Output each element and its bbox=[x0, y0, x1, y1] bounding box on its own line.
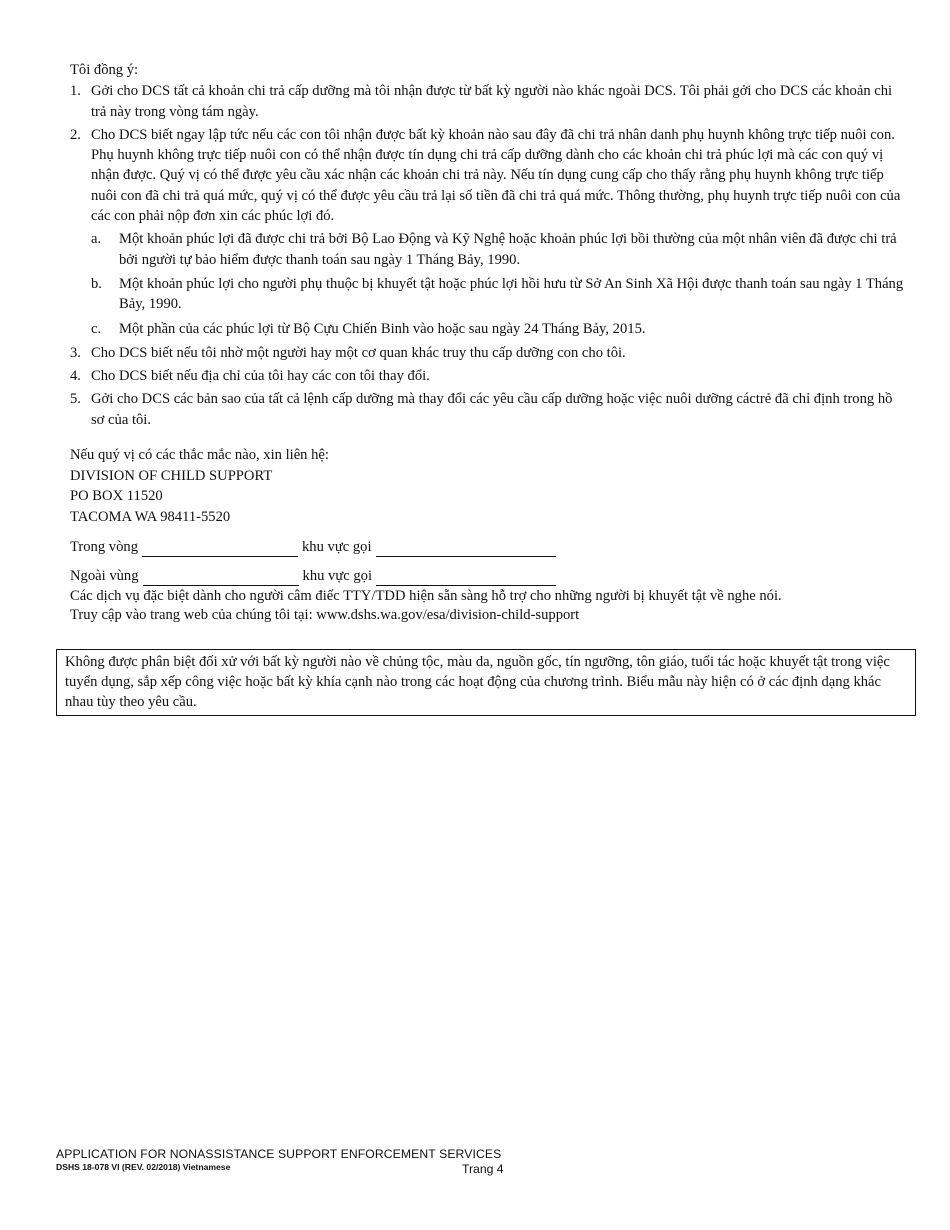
contact-po-box: PO BOX 11520 bbox=[70, 488, 163, 505]
local-area-blank bbox=[376, 541, 556, 557]
agreement-item-1 bbox=[70, 81, 908, 122]
footer-page-number: Trang 4 bbox=[462, 1162, 504, 1176]
notice-text: Không được phân biệt đối xử với bất kỳ người nào về chủng tộc, màu da, nguồn gốc, tín ngưỡng, tôn giáo, tuổi tác hoặc khuyết tật trong việc tuyển dụng, sắp xếp công việc hoặc bất kỳ khía cạnh nào trong các hoạt động của chương trình. Biểu mẫu này hiện có ở các định dạng khác nhau tùy theo yêu cầu. bbox=[65, 654, 890, 711]
item-number: 5. bbox=[70, 391, 81, 408]
page-footer bbox=[56, 1147, 556, 1175]
item-text: Cho DCS biết ngay lập tức nếu các con tôi nhận được bất kỳ khoản nào sau đây đã chi trả nhân danh phụ huynh không trực tiếp nuôi con. Phụ huynh không trực tiếp nuôi con có thể nhận được tín dụng chi trả cấp dưỡng dành cho các khoản chi trả phúc lợi mà các con quý vị nhận được. Quý vị có thể được yêu cầu xác nhận các khoản chi trả này. Nếu tín dụng cung cấp cho thấy rằng phụ huynh không trực tiếp nuôi con đã chi trả quá mức, quý vị có thể được yêu cầu trả lại số tiền đã chi trả quá mức. Thông thường, phụ huynh trực tiếp nuôi con của các con phải nộp đơn xin các phúc lợi đó. bbox=[91, 126, 901, 225]
agreement-item-2 bbox=[70, 125, 908, 339]
contact-city: TACOMA WA 98411-5520 bbox=[70, 508, 231, 525]
footer-form-code: DSHS 18-078 VI (REV. 02/2018) Vietnamese bbox=[56, 1162, 231, 1172]
outside-phone-line bbox=[70, 566, 908, 586]
tty-note: Các dịch vụ đặc biệt dành cho người câm điếc TTY/TDD hiện sẵn sàng hỗ trợ cho những người bị khuyết tật về nghe nói. bbox=[70, 588, 782, 605]
notes bbox=[70, 587, 908, 625]
web-note: Truy cập vào trang web của chúng tôi tại: www.dshs.wa.gov/esa/division-child-support bbox=[70, 607, 580, 624]
item-text: Gởi cho DCS tất cả khoản chi trả cấp dưỡng mà tôi nhận được từ bất kỳ người nào khác ngoài DCS. Tôi phải gởi cho DCS các khoản chi trả này trong vòng tám ngày. bbox=[91, 83, 893, 120]
local-phone-blank bbox=[142, 541, 298, 557]
subitem-letter: c. bbox=[91, 320, 102, 337]
subitem-text: Một khoản phúc lợi cho người phụ thuộc bị khuyết tật hoặc phúc lợi hồi hưu từ Sở An Sinh Xã Hội được thanh toán sau ngày 1 Tháng Bảy, 1990. bbox=[119, 275, 904, 313]
local-area-label: khu vực gọi bbox=[302, 538, 372, 555]
subitem-a bbox=[91, 229, 908, 270]
subitem-letter: b. bbox=[91, 275, 102, 292]
agreement-item-3 bbox=[70, 343, 908, 363]
benefit-sublist bbox=[91, 229, 908, 338]
footer-form-title: APPLICATION FOR NONASSISTANCE SUPPORT ENFORCEMENT SERVICES bbox=[56, 1147, 502, 1161]
item-text: Cho DCS biết nếu địa chỉ của tôi hay các con tôi thay đổi. bbox=[91, 368, 430, 385]
subitem-letter: a. bbox=[91, 231, 102, 248]
agreement-section bbox=[70, 60, 908, 625]
footer-row bbox=[56, 1161, 556, 1175]
agreement-intro: Tôi đồng ý: bbox=[70, 62, 139, 78]
contact-block bbox=[70, 445, 908, 527]
phone-section bbox=[70, 537, 908, 625]
agreement-item-4 bbox=[70, 366, 908, 386]
item-text: Gởi cho DCS các bản sao của tất cả lệnh cấp dưỡng mà thay đổi các yêu cầu cấp dưỡng hoặc việc nuôi dưỡng cáctrẻ đã chỉ định trong hồ sơ của tôi. bbox=[91, 391, 893, 428]
agreement-list bbox=[70, 81, 908, 430]
nondiscrimination-notice bbox=[56, 649, 916, 716]
item-text: Cho DCS biết nếu tôi nhờ một người hay một cơ quan khác truy thu cấp dưỡng con cho tôi. bbox=[91, 344, 626, 361]
subitem-b bbox=[91, 274, 908, 315]
local-label: Trong vòng bbox=[70, 538, 138, 555]
outside-area-blank bbox=[376, 570, 556, 586]
local-phone-line bbox=[70, 537, 908, 557]
item-number: 4. bbox=[70, 368, 81, 385]
subitem-text: Một khoản phúc lợi đã được chi trả bởi Bộ Lao Động và Kỹ Nghệ hoặc khoản phúc lợi bồi thường của một nhân viên đã được chi trả bởi người tự bảo hiểm được thanh toán sau ngày 1 Tháng Bảy, 1990. bbox=[119, 231, 897, 268]
agreement-item-5 bbox=[70, 389, 908, 430]
item-number: 2. bbox=[70, 126, 81, 143]
outside-label: Ngoài vùng bbox=[70, 567, 139, 584]
outside-area-label: khu vực gọi bbox=[302, 567, 373, 584]
item-number: 3. bbox=[70, 344, 81, 361]
subitem-c bbox=[91, 319, 908, 339]
subitem-text: Một phần của các phúc lợi từ Bộ Cựu Chiến Binh vào hoặc sau ngày 24 Tháng Bảy, 2015. bbox=[119, 320, 646, 337]
contact-question: Nếu quý vị có các thắc mắc nào, xin liên hệ: bbox=[70, 447, 329, 464]
item-number: 1. bbox=[70, 83, 81, 100]
outside-phone-blank bbox=[143, 570, 299, 586]
contact-organization: DIVISION OF CHILD SUPPORT bbox=[70, 467, 273, 484]
